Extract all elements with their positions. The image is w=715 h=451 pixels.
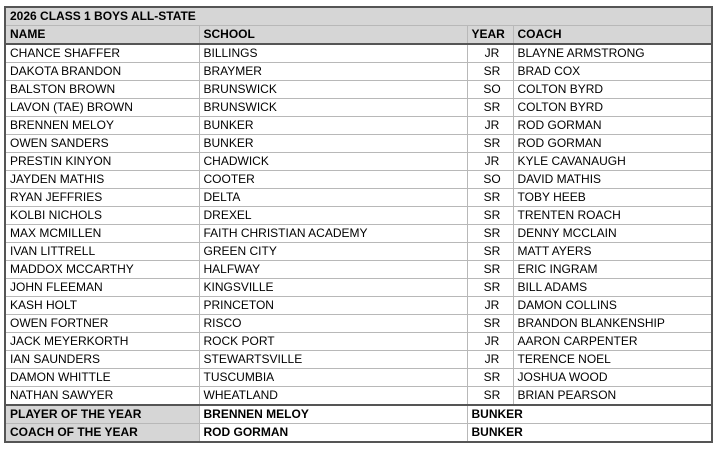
player-name: MAX MCMILLEN — [5, 225, 199, 243]
player-name: MADDOX MCCARTHY — [5, 261, 199, 279]
table-row — [5, 387, 712, 406]
player-year: SR — [467, 369, 513, 387]
table-row — [5, 81, 712, 99]
player-name: JACK MEYERKORTH — [5, 333, 199, 351]
player-year: SR — [467, 189, 513, 207]
player-school: TUSCUMBIA — [199, 369, 467, 387]
player-coach: DAMON COLLINS — [513, 297, 712, 315]
player-coach: ROD GORMAN — [513, 117, 712, 135]
player-of-the-year-row — [5, 405, 712, 424]
player-school: COOTER — [199, 171, 467, 189]
player-year: JR — [467, 351, 513, 369]
player-year: SR — [467, 243, 513, 261]
player-award-school: BUNKER — [467, 405, 712, 424]
player-year: SR — [467, 387, 513, 406]
player-coach: BILL ADAMS — [513, 279, 712, 297]
player-year: JR — [467, 333, 513, 351]
table-row — [5, 99, 712, 117]
player-coach: KYLE CAVANAUGH — [513, 153, 712, 171]
player-coach: ROD GORMAN — [513, 135, 712, 153]
player-coach: BRAD COX — [513, 63, 712, 81]
player-award-label: PLAYER OF THE YEAR — [5, 405, 199, 424]
player-year: SR — [467, 261, 513, 279]
player-school: PRINCETON — [199, 297, 467, 315]
coach-award-school: BUNKER — [467, 424, 712, 443]
table-row — [5, 315, 712, 333]
table-row — [5, 261, 712, 279]
player-year: JR — [467, 117, 513, 135]
player-name: OWEN SANDERS — [5, 135, 199, 153]
player-name: IAN SAUNDERS — [5, 351, 199, 369]
player-name: KASH HOLT — [5, 297, 199, 315]
player-school: FAITH CHRISTIAN ACADEMY — [199, 225, 467, 243]
player-coach: ERIC INGRAM — [513, 261, 712, 279]
coach-of-the-year-row — [5, 424, 712, 443]
player-name: JOHN FLEEMAN — [5, 279, 199, 297]
player-coach: DENNY MCCLAIN — [513, 225, 712, 243]
coach-award-name: ROD GORMAN — [199, 424, 467, 443]
player-name: DAKOTA BRANDON — [5, 63, 199, 81]
player-name: JAYDEN MATHIS — [5, 171, 199, 189]
table-row — [5, 189, 712, 207]
column-header-name: NAME — [5, 26, 199, 45]
player-coach: BRIAN PEARSON — [513, 387, 712, 406]
player-school: WHEATLAND — [199, 387, 467, 406]
player-coach: MATT AYERS — [513, 243, 712, 261]
player-name: RYAN JEFFRIES — [5, 189, 199, 207]
player-school: BILLINGS — [199, 44, 467, 63]
player-name: CHANCE SHAFFER — [5, 44, 199, 63]
player-school: BUNKER — [199, 135, 467, 153]
player-year: SR — [467, 135, 513, 153]
player-coach: TRENTEN ROACH — [513, 207, 712, 225]
player-school: BRAYMER — [199, 63, 467, 81]
player-year: JR — [467, 297, 513, 315]
player-school: BRUNSWICK — [199, 99, 467, 117]
table-row — [5, 135, 712, 153]
column-header-year: YEAR — [467, 26, 513, 45]
player-coach: BRANDON BLANKENSHIP — [513, 315, 712, 333]
player-school: BRUNSWICK — [199, 81, 467, 99]
player-year: SR — [467, 279, 513, 297]
column-header-coach: COACH — [513, 26, 712, 45]
player-name: DAMON WHITTLE — [5, 369, 199, 387]
player-year: SR — [467, 315, 513, 333]
table-row — [5, 117, 712, 135]
table-row — [5, 333, 712, 351]
table-row — [5, 225, 712, 243]
table-row — [5, 297, 712, 315]
table-row — [5, 207, 712, 225]
player-coach: COLTON BYRD — [513, 81, 712, 99]
player-name: OWEN FORTNER — [5, 315, 199, 333]
player-school: STEWARTSVILLE — [199, 351, 467, 369]
player-name: BRENNEN MELOY — [5, 117, 199, 135]
player-year: SR — [467, 63, 513, 81]
table-row — [5, 279, 712, 297]
player-name: KOLBI NICHOLS — [5, 207, 199, 225]
player-school: CHADWICK — [199, 153, 467, 171]
table-row — [5, 63, 712, 81]
table-row — [5, 153, 712, 171]
header-row — [5, 26, 712, 45]
player-school: HALFWAY — [199, 261, 467, 279]
player-coach: TOBY HEEB — [513, 189, 712, 207]
player-name: IVAN LITTRELL — [5, 243, 199, 261]
table-row — [5, 44, 712, 63]
player-award-name: BRENNEN MELOY — [199, 405, 467, 424]
player-year: SO — [467, 171, 513, 189]
player-coach: BLAYNE ARMSTRONG — [513, 44, 712, 63]
table-row — [5, 243, 712, 261]
player-year: SO — [467, 81, 513, 99]
player-name: NATHAN SAWYER — [5, 387, 199, 406]
player-name: PRESTIN KINYON — [5, 153, 199, 171]
player-coach: AARON CARPENTER — [513, 333, 712, 351]
table-row — [5, 351, 712, 369]
player-school: RISCO — [199, 315, 467, 333]
all-state-table — [4, 6, 713, 443]
player-year: JR — [467, 44, 513, 63]
title-row — [5, 7, 712, 26]
player-coach: COLTON BYRD — [513, 99, 712, 117]
player-school: DELTA — [199, 189, 467, 207]
player-name: BALSTON BROWN — [5, 81, 199, 99]
player-school: ROCK PORT — [199, 333, 467, 351]
coach-award-label: COACH OF THE YEAR — [5, 424, 199, 443]
player-year: SR — [467, 207, 513, 225]
player-year: JR — [467, 153, 513, 171]
table-title: 2026 CLASS 1 BOYS ALL-STATE — [5, 7, 712, 26]
player-coach: TERENCE NOEL — [513, 351, 712, 369]
table-row — [5, 171, 712, 189]
player-school: BUNKER — [199, 117, 467, 135]
column-header-school: SCHOOL — [199, 26, 467, 45]
player-coach: DAVID MATHIS — [513, 171, 712, 189]
player-year: SR — [467, 225, 513, 243]
player-year: SR — [467, 99, 513, 117]
player-school: DREXEL — [199, 207, 467, 225]
player-coach: JOSHUA WOOD — [513, 369, 712, 387]
player-school: GREEN CITY — [199, 243, 467, 261]
player-name: LAVON (TAE) BROWN — [5, 99, 199, 117]
player-school: KINGSVILLE — [199, 279, 467, 297]
table-row — [5, 369, 712, 387]
